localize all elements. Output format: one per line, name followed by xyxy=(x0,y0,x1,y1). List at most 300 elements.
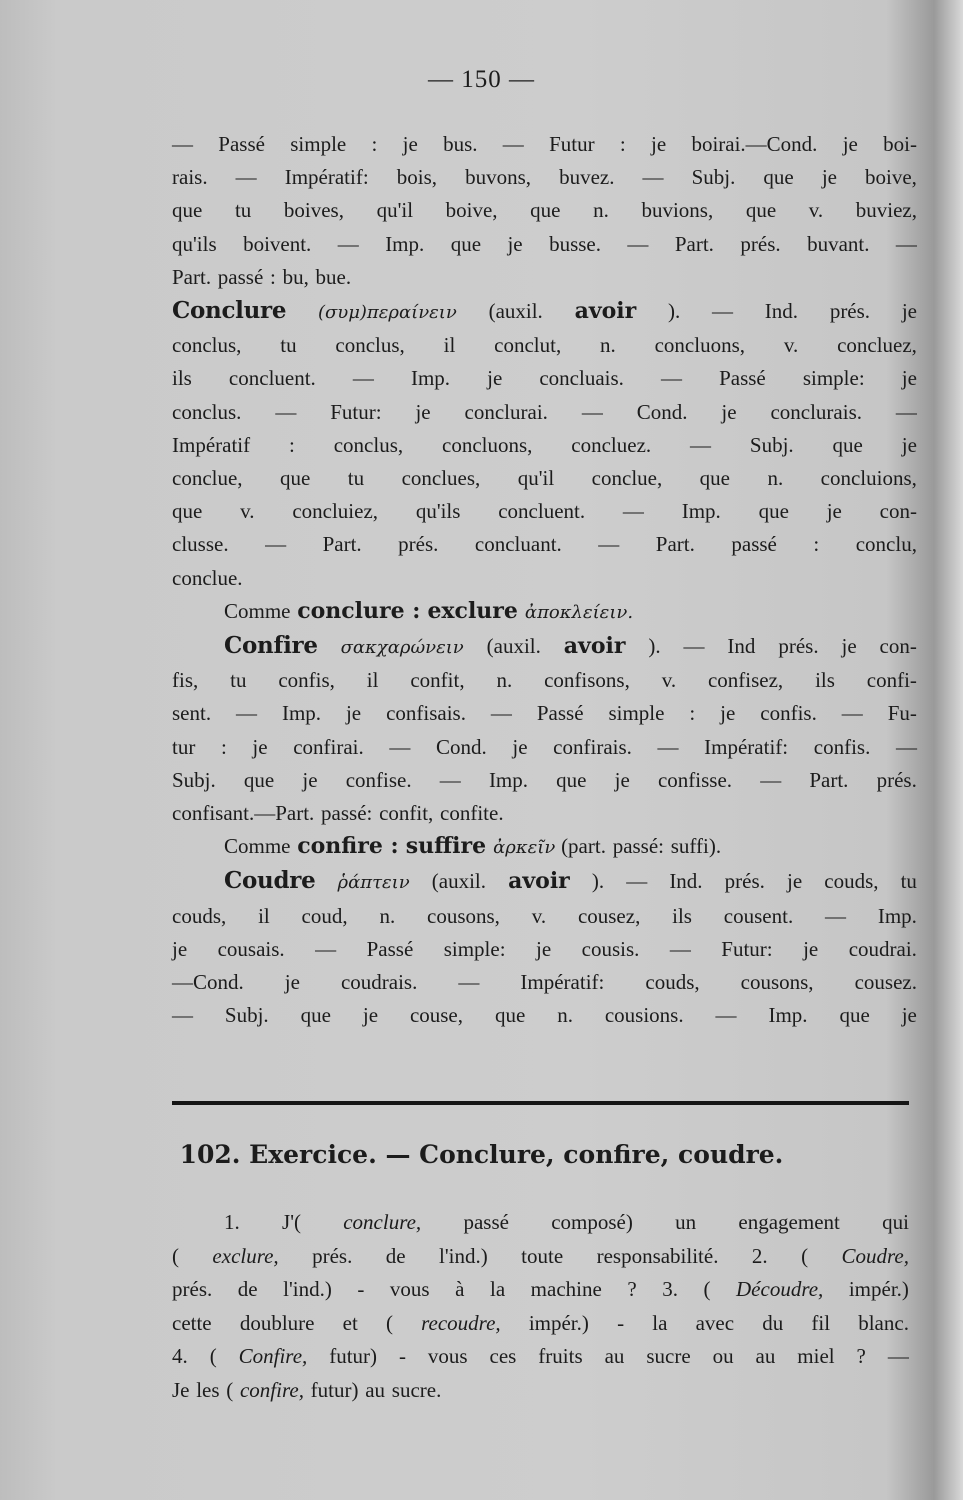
word: ). xyxy=(648,634,661,659)
page-number: — 150 — xyxy=(428,66,535,93)
word: suffi). xyxy=(670,834,722,859)
word: cousons, xyxy=(740,970,814,995)
word: l'ind.) xyxy=(439,1243,488,1268)
word: n. xyxy=(593,198,609,223)
word: ? xyxy=(856,1344,866,1369)
word: je xyxy=(302,767,318,792)
word: boive, xyxy=(865,165,917,190)
word: sucre. xyxy=(391,1377,442,1402)
text-line xyxy=(172,362,917,395)
word: prés. xyxy=(398,532,439,557)
text-line xyxy=(172,228,917,261)
word: confisant.—Part. xyxy=(172,801,315,826)
word: je xyxy=(901,432,917,457)
text-line xyxy=(172,429,917,462)
word: simple xyxy=(608,701,665,726)
word: confis, xyxy=(278,668,335,693)
text-line xyxy=(172,697,917,730)
word: je xyxy=(252,734,268,759)
word: suffire xyxy=(405,833,487,860)
word: à xyxy=(455,1277,465,1302)
text-line xyxy=(172,528,917,561)
exercise-line xyxy=(172,1240,909,1274)
word: Découdre, xyxy=(736,1277,824,1302)
word: confirai. xyxy=(293,734,364,759)
word: Imp. xyxy=(410,366,451,391)
word: — xyxy=(895,399,917,424)
word: conclues, xyxy=(401,466,481,491)
word: conclus, xyxy=(335,333,405,358)
word: — xyxy=(712,299,734,324)
word: du xyxy=(762,1310,784,1335)
word: Futur xyxy=(549,132,595,156)
word: Imp. xyxy=(877,903,917,928)
word: — xyxy=(626,869,648,894)
word: vous xyxy=(389,1277,430,1302)
verb-conjugation-text xyxy=(172,128,917,1032)
word: je xyxy=(345,701,362,726)
word: qu'ils xyxy=(415,499,461,524)
word: — xyxy=(669,936,691,961)
word: je xyxy=(536,936,552,961)
text-line xyxy=(172,900,917,933)
word: Passé xyxy=(366,936,414,961)
word: la xyxy=(489,1277,506,1302)
word: tur xyxy=(172,734,196,759)
word: v. xyxy=(808,198,824,223)
word: de xyxy=(237,1277,258,1302)
word: conclure : xyxy=(297,597,421,624)
word: impér.) xyxy=(848,1277,909,1302)
word: prés. xyxy=(312,1243,353,1268)
word: v. xyxy=(661,668,677,693)
word: que xyxy=(280,466,311,491)
exercise-line xyxy=(172,1206,909,1240)
word: je xyxy=(841,634,857,659)
word: miel xyxy=(797,1344,835,1369)
word: confis. xyxy=(813,734,871,759)
text-line xyxy=(172,294,917,329)
text-line xyxy=(172,595,917,629)
word: blanc. xyxy=(858,1310,909,1335)
word: — xyxy=(352,366,374,391)
word: — xyxy=(622,499,644,524)
word: il xyxy=(443,333,456,358)
word: confire : xyxy=(297,833,399,860)
word: (auxil. xyxy=(486,634,541,659)
text-line xyxy=(172,161,917,194)
word: que xyxy=(172,198,203,223)
word: con- xyxy=(879,499,917,524)
text-line xyxy=(172,629,917,664)
text-line xyxy=(172,999,917,1032)
word: ). xyxy=(668,299,681,324)
word: que xyxy=(832,432,863,457)
word: prés. xyxy=(724,869,765,894)
word: Subj. xyxy=(224,1003,269,1028)
word: Impératif: xyxy=(704,734,789,759)
word: — xyxy=(265,532,287,557)
word: couse, xyxy=(409,1003,464,1028)
word: tu xyxy=(347,466,365,491)
word: cousis. xyxy=(581,936,640,961)
word: — xyxy=(337,231,359,256)
word: composé) xyxy=(551,1210,633,1234)
word: conclurais. xyxy=(770,399,862,424)
word: concluez, xyxy=(837,333,917,358)
word: prés. xyxy=(778,634,819,659)
word: : xyxy=(813,532,820,557)
word: —Cond. xyxy=(172,970,244,995)
word: ( xyxy=(703,1277,711,1302)
word: vous xyxy=(427,1344,468,1369)
word: il xyxy=(258,903,270,928)
word: — xyxy=(235,165,257,190)
word: coudrai. xyxy=(848,936,917,961)
text-line xyxy=(172,462,917,495)
word: Imp. xyxy=(768,1003,808,1028)
word: conclue, xyxy=(591,466,663,491)
word: buviez, xyxy=(855,198,917,223)
word: qu'il xyxy=(376,198,414,223)
word: buvions, xyxy=(641,198,714,223)
word: con- xyxy=(879,634,917,659)
word: confit, xyxy=(410,668,465,693)
word: — xyxy=(627,231,649,256)
word: — xyxy=(760,767,782,792)
word: n. xyxy=(557,1003,573,1028)
word: Imp. xyxy=(281,701,322,726)
word: (auxil. xyxy=(431,869,487,894)
word: — xyxy=(661,366,682,391)
word: Part. xyxy=(655,532,695,557)
word: que xyxy=(699,466,730,491)
exercise-line xyxy=(172,1273,909,1307)
word: conclus. xyxy=(172,399,242,424)
word: je xyxy=(415,399,431,424)
text-line xyxy=(172,731,917,764)
word: - xyxy=(357,1277,365,1302)
exercise-line xyxy=(172,1307,909,1341)
word: je xyxy=(821,165,837,190)
word: conclus, xyxy=(172,333,242,358)
word: ). xyxy=(591,869,605,894)
word: n. xyxy=(767,466,784,491)
word: qu'il xyxy=(517,466,555,491)
word: — xyxy=(236,701,258,726)
word: ces xyxy=(489,1344,517,1369)
word: tu xyxy=(230,668,247,693)
word: Impératif: xyxy=(520,970,605,995)
word: — xyxy=(502,132,524,156)
word: — xyxy=(642,165,664,190)
word: ἀρκεῖν xyxy=(493,837,556,859)
word: prés. xyxy=(740,231,781,256)
word: je xyxy=(901,1003,917,1028)
word: passé: xyxy=(321,801,373,826)
word: je xyxy=(284,970,300,995)
word: recoudre, xyxy=(421,1310,501,1335)
word: avoir xyxy=(508,868,570,895)
word: que xyxy=(763,165,794,190)
word: Comme xyxy=(224,834,291,859)
word: ( xyxy=(801,1243,809,1268)
word: — xyxy=(841,701,863,726)
word: Confire, xyxy=(238,1344,308,1369)
word: buvant. xyxy=(807,231,870,256)
word: la xyxy=(652,1310,668,1335)
word: avec xyxy=(695,1310,735,1335)
word: ( xyxy=(385,1310,393,1335)
word: je xyxy=(842,132,858,156)
word: confise. xyxy=(345,767,412,792)
word: Ind. xyxy=(764,299,799,324)
word: 3. xyxy=(662,1277,678,1302)
word: je xyxy=(512,734,528,759)
text-line xyxy=(172,194,917,227)
word: 1. xyxy=(224,1210,240,1234)
word: 4. xyxy=(172,1344,188,1369)
word: — xyxy=(598,532,620,557)
word: — xyxy=(490,701,512,726)
word: cousons, xyxy=(427,903,500,928)
word: passé xyxy=(217,264,264,289)
word: au xyxy=(604,1344,625,1369)
exercise-text xyxy=(172,1206,909,1408)
word: — xyxy=(690,432,712,457)
word: responsabilité. xyxy=(596,1243,719,1268)
word: je xyxy=(803,936,819,961)
word: Je xyxy=(172,1377,190,1402)
word: que xyxy=(556,767,587,792)
word: concluais. xyxy=(539,366,624,391)
text-line xyxy=(172,764,917,797)
word: — xyxy=(315,936,337,961)
word: passé xyxy=(463,1210,509,1234)
exercise-title: 102. Exercice. — Conclure, confire, coudre. xyxy=(179,1140,784,1169)
word: Subj. xyxy=(691,165,736,190)
word: — xyxy=(715,1003,737,1028)
word: — xyxy=(389,734,411,759)
word: — xyxy=(439,767,461,792)
word: : xyxy=(619,132,626,156)
word: Part. xyxy=(809,767,849,792)
word: concluons, xyxy=(442,432,533,457)
word: Passé xyxy=(218,132,265,156)
word: Comme xyxy=(224,598,291,623)
word: doublure xyxy=(239,1310,315,1335)
word: Part. xyxy=(674,231,714,256)
word: σακχαρώνειν xyxy=(340,637,464,659)
word: conclus, xyxy=(333,432,404,457)
text-line xyxy=(172,797,917,830)
word: Futur: xyxy=(721,936,773,961)
word: que xyxy=(758,499,789,524)
word: boive, xyxy=(445,198,498,223)
word: simple: xyxy=(802,366,865,391)
word: de xyxy=(385,1243,406,1268)
word: je xyxy=(826,499,842,524)
word: Cond. xyxy=(636,399,688,424)
word: — xyxy=(172,1003,193,1028)
word: que xyxy=(745,198,777,223)
word: Futur: xyxy=(330,399,382,424)
text-line xyxy=(172,128,917,161)
word: Conclure xyxy=(172,297,287,325)
exercise-line xyxy=(172,1340,909,1374)
word: boivent. xyxy=(243,231,312,256)
word: cousions. xyxy=(604,1003,684,1028)
word: busse. xyxy=(549,231,601,256)
word: bus. xyxy=(443,132,478,156)
word: confisons, xyxy=(544,668,630,693)
word: boi- xyxy=(883,132,917,156)
word: que xyxy=(243,767,275,792)
word: je xyxy=(487,366,503,391)
text-line xyxy=(172,830,917,864)
word: bue. xyxy=(315,264,352,289)
word: je xyxy=(787,869,803,894)
word: bu, xyxy=(282,264,309,289)
text-line xyxy=(172,864,917,899)
word: il xyxy=(366,668,379,693)
word: Passé xyxy=(536,701,584,726)
word: boirai.—Cond. xyxy=(691,132,818,156)
word: au xyxy=(755,1344,776,1369)
word: ils xyxy=(815,668,835,693)
word: concluons, xyxy=(654,333,746,358)
word: Part. xyxy=(172,264,212,289)
word: tu xyxy=(900,869,917,894)
word: buvez. xyxy=(559,165,615,190)
word: sent. xyxy=(172,701,212,726)
word: engagement xyxy=(738,1210,840,1234)
word: confisais. xyxy=(386,701,466,726)
word: futur) xyxy=(329,1344,378,1369)
word: cousais. xyxy=(217,936,285,961)
word: clusse. xyxy=(172,532,229,557)
word: conclu, xyxy=(855,532,917,557)
word: — xyxy=(683,634,705,659)
word: avoir xyxy=(574,298,637,325)
word: confire, xyxy=(239,1377,304,1402)
word: ? xyxy=(627,1277,637,1302)
word: — xyxy=(895,734,917,759)
word: exclure, xyxy=(212,1243,279,1268)
word: confit, xyxy=(379,801,434,826)
word: ou xyxy=(712,1344,734,1369)
word: Passé xyxy=(719,366,766,391)
word: je xyxy=(614,767,630,792)
word: Imp. xyxy=(488,767,529,792)
word: que xyxy=(494,1003,526,1028)
word: couds, xyxy=(645,970,700,995)
word: simple: xyxy=(443,936,506,961)
word: avoir xyxy=(563,633,626,660)
word: toute xyxy=(521,1243,564,1268)
word: je xyxy=(362,1003,379,1028)
word: impér.) xyxy=(528,1310,589,1335)
word: v. xyxy=(783,333,799,358)
word: concluent. xyxy=(498,499,586,524)
text-line xyxy=(172,966,917,999)
word: fis, xyxy=(172,668,199,693)
word: concluez. xyxy=(571,432,652,457)
word: cousent. xyxy=(723,903,794,928)
word: : xyxy=(270,264,276,289)
word: je xyxy=(402,132,418,156)
word: Part. xyxy=(322,532,362,557)
word: (auxil. xyxy=(488,299,543,324)
word: confisse. xyxy=(657,767,733,792)
word: (part. xyxy=(561,834,606,859)
word: prés. xyxy=(829,299,871,324)
word: (συμ)περαίνειν xyxy=(317,302,457,324)
word: ils xyxy=(172,366,192,391)
word: je xyxy=(651,132,667,156)
word: que xyxy=(172,499,203,524)
word: fruits xyxy=(538,1344,583,1369)
word: ( xyxy=(226,1377,234,1402)
word: tu xyxy=(280,333,297,358)
word: fil xyxy=(811,1310,831,1335)
word: conclue, xyxy=(172,466,243,491)
word: — xyxy=(657,734,679,759)
word: : xyxy=(371,132,378,156)
word: Imp. xyxy=(681,499,721,524)
text-line xyxy=(172,261,917,294)
word: : xyxy=(220,734,227,759)
word: bois, xyxy=(396,165,437,190)
word: exclure xyxy=(427,597,518,624)
word: et xyxy=(342,1310,358,1335)
word: coudrais. xyxy=(340,970,418,995)
word: : xyxy=(289,432,295,457)
word: - xyxy=(398,1344,406,1369)
word: je xyxy=(721,399,737,424)
word: couds, xyxy=(172,903,227,928)
word: qui xyxy=(882,1210,909,1234)
word: machine xyxy=(530,1277,602,1302)
word: conclure, xyxy=(343,1210,422,1234)
word: Fu- xyxy=(887,701,917,726)
word: cousez. xyxy=(854,970,917,995)
word: — xyxy=(895,231,917,256)
text-line xyxy=(172,933,917,966)
word: conclut, xyxy=(494,333,562,358)
word: couds, xyxy=(824,869,879,894)
word: futur) xyxy=(310,1377,359,1402)
word: confis. xyxy=(760,701,817,726)
word: concluiez, xyxy=(292,499,379,524)
word: confi- xyxy=(866,668,917,693)
word: coud, xyxy=(301,903,348,928)
word: ῥάπτειν xyxy=(337,872,410,894)
word: — xyxy=(825,903,847,928)
word: boives, xyxy=(283,198,344,223)
word: cette xyxy=(172,1310,212,1335)
word: n. xyxy=(379,903,396,928)
word: rais. xyxy=(172,165,208,190)
word: - xyxy=(617,1310,625,1335)
section-divider xyxy=(172,1101,909,1105)
word: — xyxy=(581,399,603,424)
word: prés. xyxy=(172,1277,213,1302)
word: — xyxy=(172,132,193,156)
word: un xyxy=(675,1210,697,1234)
word: que xyxy=(450,231,482,256)
word: 2. xyxy=(751,1243,768,1268)
